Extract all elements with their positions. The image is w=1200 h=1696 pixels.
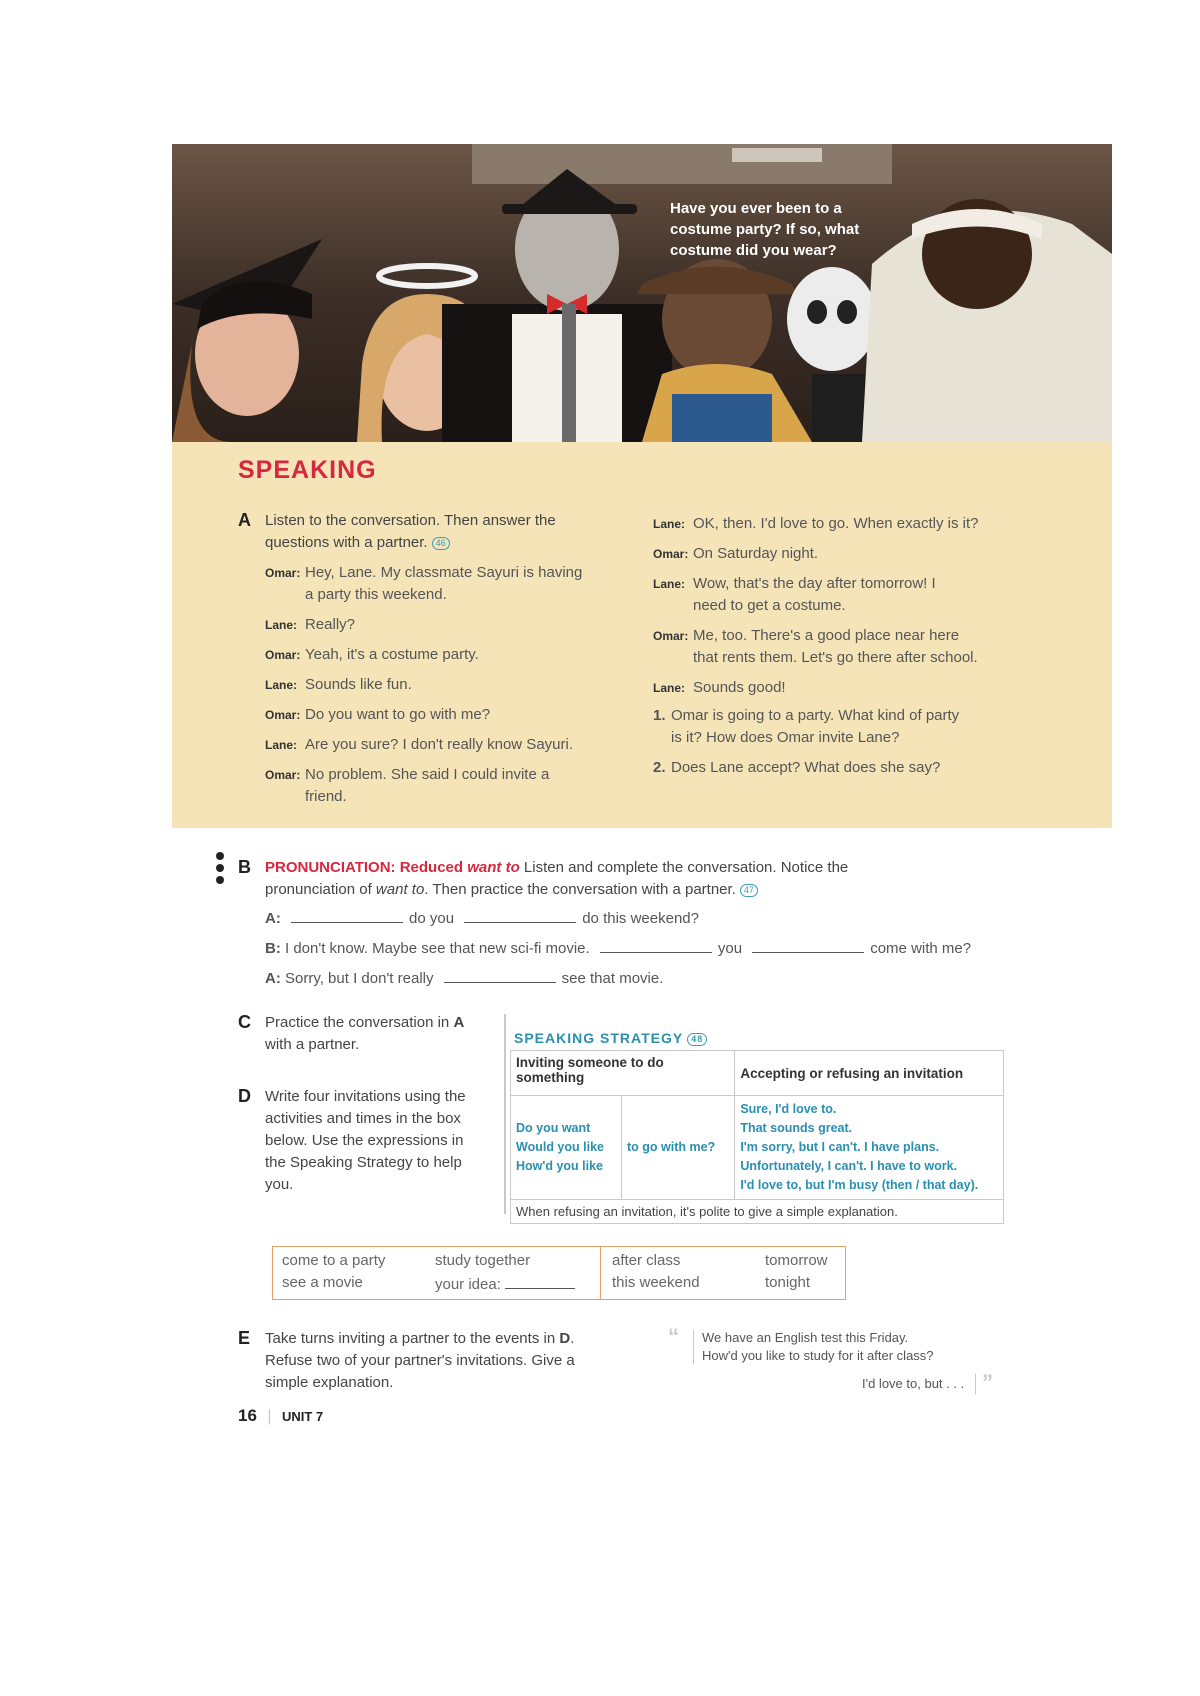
line-b-end: come with me? xyxy=(870,940,972,957)
dialogue-text-continued: need to get a costume. xyxy=(693,597,846,614)
line-b-mid: you xyxy=(717,940,743,957)
exercise-c-instruction xyxy=(265,1012,505,1056)
dialogue-text: Me, too. There's a good place near here xyxy=(693,627,960,644)
page-footer xyxy=(238,1406,323,1426)
pronunciation-heading-em: want to xyxy=(467,859,520,876)
dialogue-text-continued: that rents them. Let's go there after school. xyxy=(693,649,978,666)
page-number: 16 xyxy=(238,1406,257,1425)
line-a1-mid: do you xyxy=(409,910,455,927)
exercise-c-ref: A xyxy=(453,1014,465,1031)
response-phrase: Sure, I'd love to. xyxy=(740,1102,837,1116)
speaker-name: Lane: xyxy=(265,738,298,752)
speaker-name: Lane: xyxy=(653,681,686,695)
example-quote-3: I'd love to, but . . . xyxy=(862,1376,965,1391)
blank-field[interactable] xyxy=(600,938,712,953)
strategy-col2-header: Accepting or refusing an invitation xyxy=(735,1051,1004,1096)
left-dialogue xyxy=(265,562,615,816)
speaker-name: Lane: xyxy=(653,517,686,531)
line-a2-end: see that movie. xyxy=(561,970,664,987)
exercise-d-line: activities and times in the box xyxy=(265,1110,461,1127)
exercise-e-ref: D xyxy=(559,1330,571,1347)
quote-divider xyxy=(693,1330,694,1364)
dialogue-line xyxy=(653,677,1033,699)
speaker-name: Lane: xyxy=(265,618,298,632)
line-a1-end: do this weekend? xyxy=(582,910,699,927)
pair-work-icon xyxy=(216,852,225,884)
dialogue-line xyxy=(265,614,615,636)
speaking-strategy-table xyxy=(510,1050,1004,1224)
question-number: 1. xyxy=(653,707,666,724)
conversation-line-b xyxy=(265,938,971,960)
exercise-d-letter: D xyxy=(238,1086,251,1106)
speaker-name: Lane: xyxy=(653,577,686,591)
speaker-a: A: xyxy=(265,910,281,927)
example-quote-1: We have an English test this Friday. xyxy=(702,1330,909,1345)
blank-field[interactable] xyxy=(752,938,864,953)
dialogue-text: Do you want to go with me? xyxy=(305,706,491,723)
audio-track-icon[interactable]: 46 xyxy=(432,537,450,550)
party-illustration xyxy=(172,144,1112,442)
right-dialogue xyxy=(653,513,1033,707)
exercise-e-text-1-end: . xyxy=(570,1330,575,1347)
time-item: after class xyxy=(612,1252,681,1269)
blank-field[interactable] xyxy=(291,908,403,923)
activity-your-idea: your idea: xyxy=(435,1276,501,1293)
dialogue-line xyxy=(265,562,615,606)
response-phrase: That sounds great. xyxy=(740,1121,853,1135)
speaker-b: B: xyxy=(265,940,281,957)
blank-field[interactable] xyxy=(444,968,556,983)
dialogue-line xyxy=(265,734,615,756)
question-text: Does Lane accept? What does she say? xyxy=(671,759,941,776)
speaker-name: Omar: xyxy=(265,708,301,722)
exercise-b-instruction-1: Listen and complete the conversation. Notice the xyxy=(519,859,849,876)
time-item: tomorrow xyxy=(765,1252,828,1269)
speaker-name: Omar: xyxy=(265,566,301,580)
footer-separator: | xyxy=(267,1408,272,1425)
activity-item: see a movie xyxy=(282,1274,363,1291)
dialogue-text: Are you sure? I don't really know Sayuri. xyxy=(305,736,573,753)
quote-divider xyxy=(975,1374,976,1394)
question-item xyxy=(653,757,1033,779)
invite-phrase: Do you want xyxy=(516,1121,591,1135)
exercise-b-instruction xyxy=(265,857,1025,901)
speaker-name: Lane: xyxy=(265,678,298,692)
question-text: Omar is going to a party. What kind of party xyxy=(671,707,960,724)
exercise-a-letter: A xyxy=(238,510,251,530)
speaker-a: A: xyxy=(265,970,281,987)
dialogue-line xyxy=(265,764,615,808)
speaker-name: Omar: xyxy=(265,768,301,782)
dialogue-text: Sounds like fun. xyxy=(305,676,412,693)
blank-field[interactable] xyxy=(464,908,576,923)
open-quote-icon: “ xyxy=(668,1324,679,1349)
dialogue-text: Yeah, it's a costume party. xyxy=(305,646,479,663)
photo-caption: Have you ever been to a costume party? If so, what costume did you wear? xyxy=(670,200,860,259)
response-phrase: Unfortunately, I can't. I have to work. xyxy=(740,1159,957,1173)
dialogue-text: No problem. She said I could invite a xyxy=(305,766,550,783)
strategy-divider xyxy=(504,1014,506,1214)
time-item: this weekend xyxy=(612,1274,700,1291)
exercise-b-instruction-em: want to xyxy=(375,881,425,898)
example-quote-2: How'd you like to study for it after class? xyxy=(702,1348,934,1363)
speaker-name: Omar: xyxy=(653,547,689,561)
exercise-d-instruction xyxy=(265,1086,505,1196)
conversation-line-a2 xyxy=(265,968,663,990)
costume-party-photo xyxy=(172,144,1112,442)
strategy-note: When refusing an invitation, it's polite to give a simple explanation. xyxy=(511,1200,1004,1224)
exercise-a-instruction xyxy=(265,510,595,554)
invite-phrase: How'd you like xyxy=(516,1159,604,1173)
line-a2-start: Sorry, but I don't really xyxy=(285,970,434,987)
strategy-col1-header: Inviting someone to do something xyxy=(511,1051,735,1096)
response-phrase: I'm sorry, but I can't. I have plans. xyxy=(740,1140,940,1154)
exercise-e-instruction xyxy=(265,1328,645,1394)
exercise-a-questions xyxy=(653,705,1033,787)
speaking-title: SPEAKING xyxy=(238,456,377,484)
unit-label: UNIT 7 xyxy=(281,1409,324,1424)
invite-phrase: Would you like xyxy=(516,1140,604,1154)
exercise-d-line: Write four invitations using the xyxy=(265,1088,466,1105)
exercise-c-letter: C xyxy=(238,1012,251,1032)
question-text-continued: is it? How does Omar invite Lane? xyxy=(671,729,900,746)
exercise-e-text-1: Take turns inviting a partner to the events in xyxy=(265,1330,560,1347)
activity-item xyxy=(435,1274,575,1293)
activities-divider xyxy=(600,1246,601,1300)
dialogue-line xyxy=(653,543,1033,565)
dialogue-text: Wow, that's the day after tomorrow! I xyxy=(693,575,936,592)
response-phrase: I'd love to, but I'm busy (then / that day). xyxy=(740,1178,979,1192)
response-phrases xyxy=(735,1096,1004,1200)
dialogue-text: OK, then. I'd love to go. When exactly is it? xyxy=(693,515,979,532)
speaker-name: Omar: xyxy=(265,648,301,662)
dialogue-line xyxy=(653,513,1033,535)
dialogue-text: Sounds good! xyxy=(693,679,786,696)
blank-field[interactable] xyxy=(505,1274,575,1289)
dialogue-line xyxy=(265,644,615,666)
dialogue-line xyxy=(265,674,615,696)
speaker-name: Omar: xyxy=(653,629,689,643)
conversation-line-a1 xyxy=(265,908,699,930)
strategy-title-text: SPEAKING STRATEGY xyxy=(514,1030,684,1046)
audio-track-icon[interactable]: 48 xyxy=(687,1033,707,1046)
activity-item: study together xyxy=(435,1252,531,1269)
exercise-c-text-1: Practice the conversation in xyxy=(265,1014,454,1031)
dialogue-text-continued: friend. xyxy=(305,788,347,805)
pronunciation-heading: PRONUNCIATION: Reduced xyxy=(265,859,468,876)
question-item xyxy=(653,705,1033,749)
dialogue-line xyxy=(653,625,1033,669)
exercise-d-line: below. Use the expressions in xyxy=(265,1132,464,1149)
strategy-title xyxy=(514,1030,707,1046)
exercise-d-line: you. xyxy=(265,1176,294,1193)
exercise-b-instruction-2b: . Then practice the conversation with a partner. xyxy=(424,881,736,898)
dialogue-text-continued: a party this weekend. xyxy=(305,586,447,603)
exercise-e-letter: E xyxy=(238,1328,251,1348)
dialogue-text: On Saturday night. xyxy=(693,545,819,562)
exercise-d-line: the Speaking Strategy to help xyxy=(265,1154,462,1171)
invite-phrases xyxy=(511,1096,622,1200)
exercise-b-instruction-2a: pronunciation of xyxy=(265,881,376,898)
exercise-e-text-2: Refuse two of your partner's invitations. Give a xyxy=(265,1352,575,1369)
exercise-c-text-2: with a partner. xyxy=(265,1036,360,1053)
invite-tail: to go with me? xyxy=(622,1096,735,1200)
activity-item: come to a party xyxy=(282,1252,386,1269)
dialogue-line xyxy=(265,704,615,726)
line-b-start: I don't know. Maybe see that new sci-fi movie. xyxy=(285,940,590,957)
dialogue-text: Hey, Lane. My classmate Sayuri is having xyxy=(305,564,583,581)
dialogue-text: Really? xyxy=(305,616,356,633)
exercise-a-instruction-text: Listen to the conversation. Then answer the questions with a partner. xyxy=(265,512,556,551)
exercise-e-text-3: simple explanation. xyxy=(265,1374,394,1391)
audio-track-icon[interactable]: 47 xyxy=(740,884,758,897)
exercise-b-letter: B xyxy=(238,857,251,877)
close-quote-icon: ” xyxy=(982,1370,993,1395)
time-item: tonight xyxy=(765,1274,811,1291)
dialogue-line xyxy=(653,573,1033,617)
question-number: 2. xyxy=(653,759,666,776)
